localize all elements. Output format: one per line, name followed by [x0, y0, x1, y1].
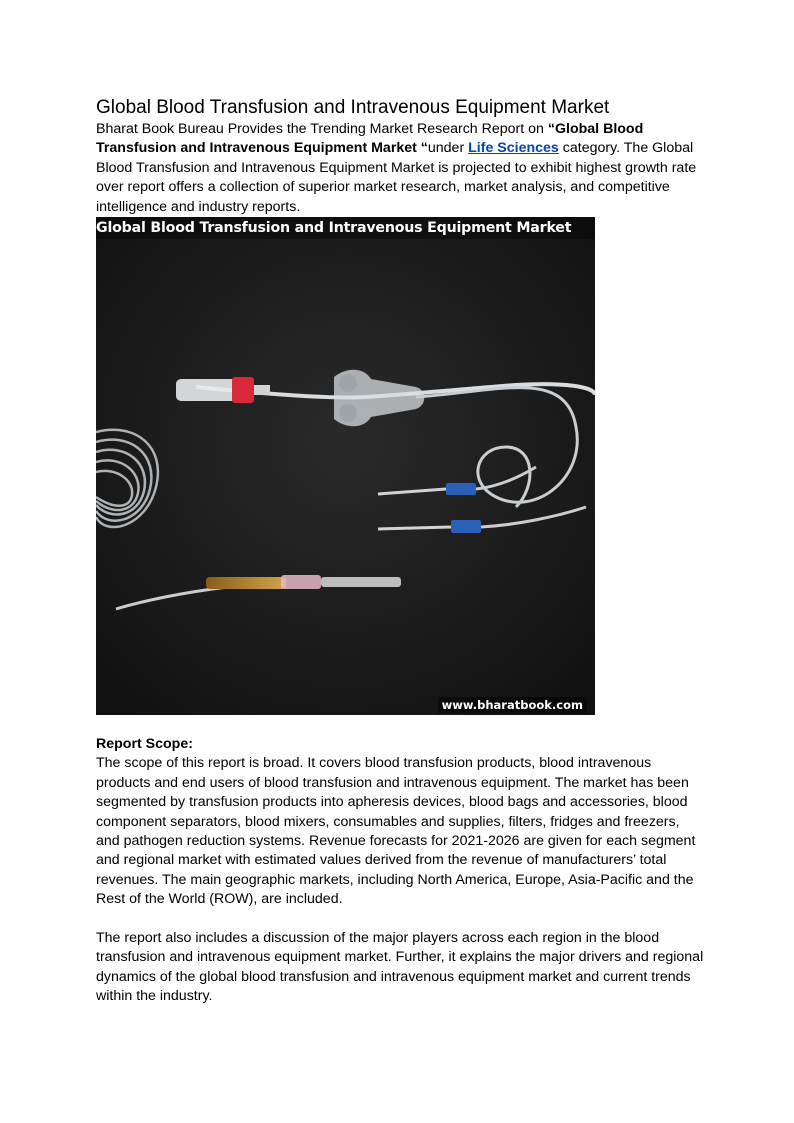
document-page: [96, 96, 706, 1006]
iv-set-illustration: [96, 217, 595, 715]
intro-suffix: category. The Global Blood Transfusion and Intravenous Equipment Market is projected to exhibit highest growth rate over report offers a collection of superior market research, market analysis, and competitive intelligence and industry reports.: [96, 140, 697, 215]
page-title: Global Blood Transfusion and Intravenous Equipment Market: [96, 97, 610, 118]
figure-watermark-url: www.bharatbook.com: [438, 697, 587, 713]
paragraph-gap: [96, 910, 706, 929]
category-link[interactable]: Life Sciences: [468, 140, 559, 157]
product-image: [96, 217, 595, 715]
scope-paragraph-2: The report also includes a discussion of the major players across each region in the blood transfusion and intravenous equipment market. Further, it explains the major drivers and regional dynamics of the global blood transfusion and intravenous equipment market and current trends within the industry.: [96, 929, 704, 1004]
image-background: [96, 217, 595, 715]
intro-under: under: [427, 140, 469, 157]
report-scope-heading: Report Scope:: [96, 736, 193, 753]
intro-paragraph: [96, 120, 706, 217]
report-name: Global Blood Transfusion and Intravenous Equipment Market “: [96, 121, 644, 157]
figure-title: Global Blood Transfusion and Intravenous Equipment Market: [96, 217, 595, 239]
intro-prefix: Bharat Book Bureau Provides the Trending Market Research Report on: [96, 121, 548, 137]
open-quote: “: [547, 121, 555, 137]
scope-paragraph-1: The scope of this report is broad. It covers blood transfusion products, blood intravenous products and end users of blood transfusion and intravenous equipment. The market has been segmented by transfusion products into apheresis devices, blood bags and accessories, blood component separators, blood mixers, consumables and supplies, filters, fridges and freezers, and pathogen reduction systems. Revenue forecasts for 2021-2026 are given for each segment and regional market with estimated values derived from the revenue of manufacturers’ total revenues. The main geographic markets, including North America, Europe, Asia-Pacific and the Rest of the World (ROW), are included.: [96, 755, 696, 908]
